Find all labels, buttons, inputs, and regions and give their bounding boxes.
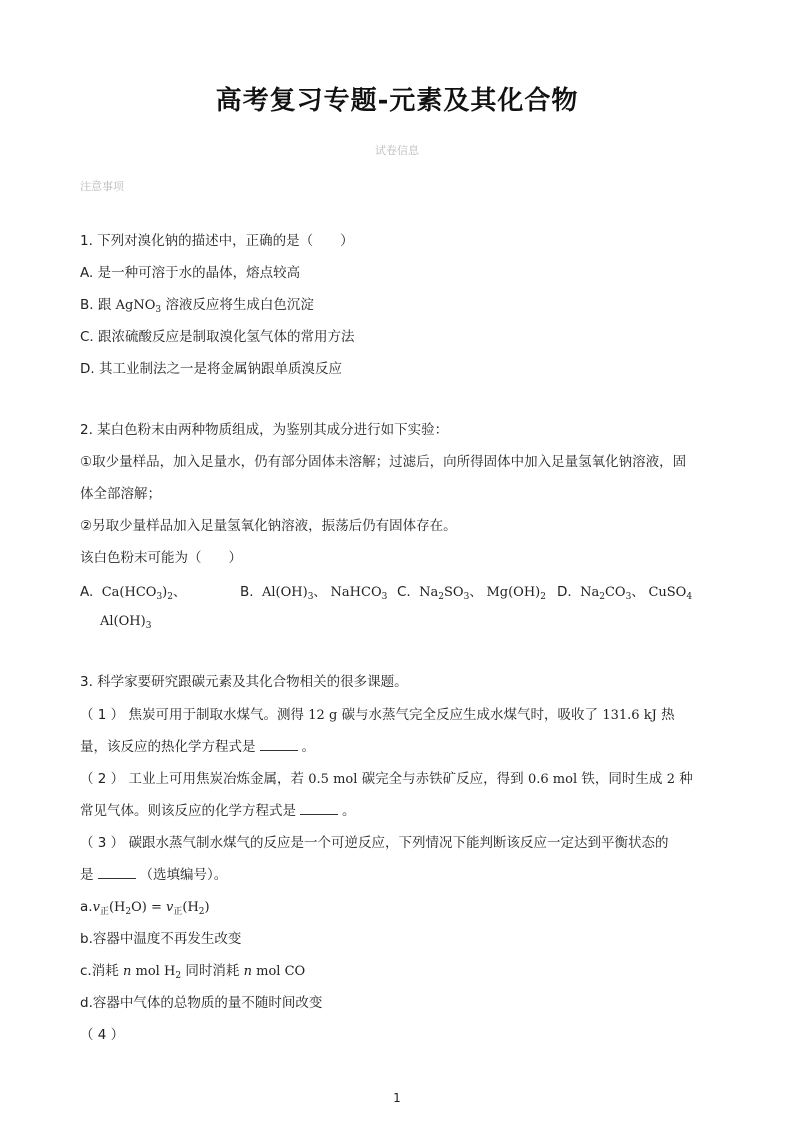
q2-step2: ②另取少量样品加入足量氢氧化钠溶液，振荡后仍有固体存在。 [80, 518, 457, 534]
q3-choice-b: b.容器中温度不再发生改变 [80, 931, 242, 947]
q1-option-a: A. 是一种可溶于水的晶体，熔点较高 [80, 265, 301, 281]
q3-part4: （ 4 ） [80, 1027, 125, 1043]
q2-option-b-label: B. [240, 584, 254, 600]
q3-stem: 3. 科学家要研究跟碳元素及其化合物相关的很多课题。 [80, 674, 408, 690]
q3-choice-a: $a.v_正(H_2O) = v_正(H_2)$ [80, 899, 210, 917]
q3-mass-value: 12 g [308, 708, 338, 723]
q1-option-b-formula: AgNO$_3$ [115, 298, 162, 315]
answer-blank[interactable] [300, 802, 338, 815]
q2-option-b: B. $Al(OH)_3$、 NaHCO$_3$ [240, 584, 388, 602]
q2-option-c-label: C. [397, 584, 411, 600]
q3-part3-line2: 是 （选填编号）。 [80, 867, 228, 883]
q1-option-c: C. 跟浓硫酸反应是制取溴化氢气体的常用方法 [80, 329, 355, 345]
q1-option-b-text: 溶液反应将生成白色沉淀 [165, 297, 314, 313]
notice-label: 注意事项 [80, 180, 124, 193]
q2-step1-line1: ①取少量样品，加入足量水，仍有部分固体未溶解；过滤后，向所得固体中加入足量氢氧化钠溶液，固 [80, 454, 687, 470]
q2-option-d: D. $Na_2CO_3$、 CuSO$_4$ [557, 584, 693, 602]
q2-option-a [80, 581, 186, 600]
q1-option-b-prefix: B. 跟 [80, 297, 112, 313]
q3-choice-c: c.消耗 n mol $H_2$ 同时消耗 n mol CO [80, 963, 306, 981]
q3-part2-line1: （ 2 ） 工业上可用焦炭冶炼金属，若 0.5 mol 碳完全与赤铁矿反应，得到 0.6 mol 铁，同时生成 2 种 [80, 771, 693, 787]
q1-stem: 1. 下列对溴化钠的描述中，正确的是（ ） [80, 233, 354, 249]
q2-option-a-label: A. [80, 584, 94, 600]
q3-heat-value: 131.6 kJ [602, 708, 657, 723]
q1-option-b [80, 296, 314, 315]
q2-stem: 2. 某白色粉末由两种物质组成，为鉴别其成分进行如下实验： [80, 422, 449, 438]
q3-choice-d: d.容器中气体的总物质的量不随时间改变 [80, 995, 323, 1011]
q2-option-c: C. $Na_2SO_3$、 $Mg(OH)_2$ [397, 584, 546, 602]
q2-option-d-label: D. [557, 584, 572, 600]
document-title: 高考复习专题-元素及其化合物 [215, 86, 579, 116]
q3-part3-line1: （ 3 ） 碳跟水蒸气制水煤气的反应是一个可逆反应，下列情况下能判断该反应一定达到平衡状态的 [80, 835, 669, 851]
q3-part2-line2: 常见气体。则该反应的化学方程式是 。 [80, 803, 356, 819]
answer-blank[interactable] [98, 866, 136, 879]
page-number: 1 [393, 1091, 401, 1105]
q2-step1-line2: 体全部溶解； [80, 486, 161, 502]
q1-option-d: D. 其工业制法之一是将金属钠跟单质溴反应 [80, 361, 342, 377]
q2-question: 该白色粉末可能为（ ） [80, 550, 242, 566]
exam-info-label: 试卷信息 [375, 144, 419, 157]
q2-option-a-formula2: $Al(OH)_3$ [100, 614, 152, 631]
answer-blank[interactable] [260, 738, 298, 751]
q2-option-a-formula1: $Ca(HCO_3)_2$、 [97, 585, 186, 602]
q3-part1-line2: 量，该反应的热化学方程式是 。 [80, 739, 315, 755]
q3-part1-line1: （ 1 ） 焦炭可用于制取水煤气。测得 12 g 碳与水蒸气完全反应生成水煤气时，吸收了 131.6 kJ 热 [80, 707, 675, 723]
